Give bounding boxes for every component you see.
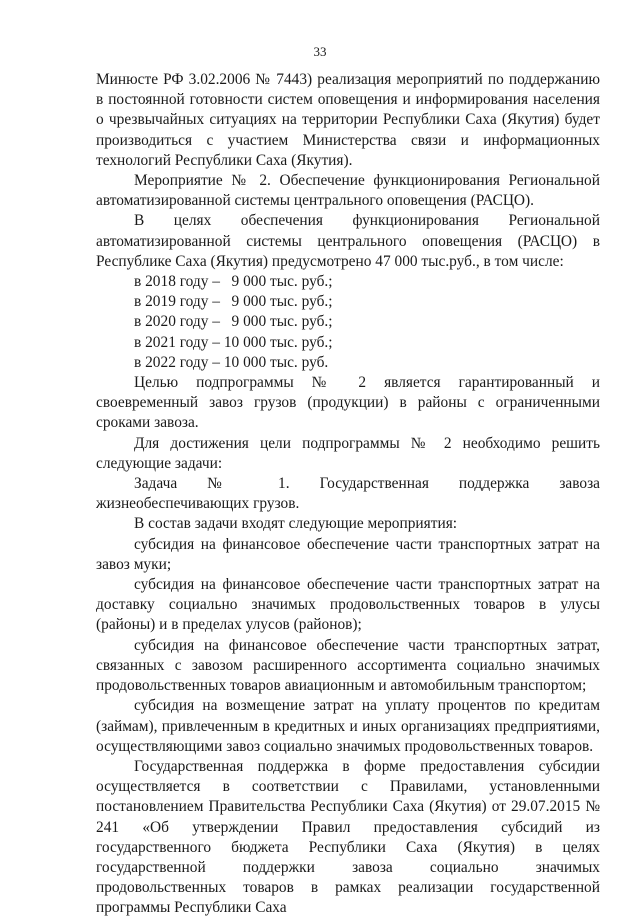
budget-line-2018: в 2018 году – 9 000 тыс. руб.; [134, 273, 333, 291]
document-body [96, 70, 600, 919]
paragraph-subsidy-flour: субсидия на финансовое обеспечение части транспортных затрат на завоз муки; [96, 535, 600, 573]
paragraph-subprogram-2-tasks: Для достижения цели подпрограммы № 2 необходимо решить следующие задачи: [96, 434, 600, 472]
paragraph-rsco-readiness: Минюсте РФ 3.02.2006 № 7443) реализация мероприятий по поддержанию в постоянной готовности систем оповещения и информирования населения о чрезвычайных ситуациях на территории Республики Саха (Якутия) будет производиться с участием Министерства связи и информационных технологий Республики Саха (Якутия). [96, 71, 600, 169]
budget-line-2020: в 2020 году – 9 000 тыс. руб.; [134, 313, 333, 331]
paragraph-subsidy-credit-interest: субсидия на возмещение затрат на уплату процентов по кредитам (займам), привлеченным в кредитных и иных организациях предприятиями, осуществляющими завоз социально значимых продовольственных товаров. [96, 697, 600, 755]
budget-line-2019: в 2019 году – 9 000 тыс. руб.; [134, 293, 333, 311]
paragraph-state-support-rules: Государственная поддержка в форме предоставления субсидии осуществляется в соответствии с Правилами, установленными постановлением Правительства Республики Саха (Якутия) от 29.07.2015 № 241 «Об утверждении Правил предоставления субсидий из государственного бюджета Республики Саха (Якутия) в целях государственной поддержки завоза социально значимых продовольственных товаров в рамках реализации государственной программы Республики Саха [96, 757, 600, 917]
paragraph-rasco-funding: В целях обеспечения функционирования Региональной автоматизированной системы центрального оповещения (РАСЦО) в Республике Саха (Якутия) предусмотрено 47 000 тыс.руб., в том числе: [96, 212, 600, 270]
paragraph-measure-2-heading: Мероприятие № 2. Обеспечение функционирования Региональной автоматизированной системы центрального оповещения (РАСЦО). [96, 172, 600, 210]
paragraph-subprogram-2-goal: Целью подпрограммы № 2 является гарантированный и своевременный завоз грузов (продукции) в районы с ограниченными сроками завоза. [96, 374, 600, 432]
paragraph-subsidy-extended-assortment: субсидия на финансовое обеспечение части транспортных затрат, связанных с завозом расширенного ассортимента социально значимых продовольственных товаров авиационным и автомобильным транспортом; [96, 636, 600, 695]
budget-line-2021: в 2021 году – 10 000 тыс. руб.; [134, 333, 333, 351]
paragraph-task-1: Задача № 1. Государственная поддержка завоза жизнеобеспечивающих грузов. [96, 475, 600, 513]
budget-line-2022: в 2022 году – 10 000 тыс. руб. [134, 353, 329, 371]
page-number: 33 [313, 44, 327, 59]
paragraph-subsidy-food-delivery: субсидия на финансовое обеспечение части транспортных затрат на доставку социально значимых продовольственных товаров в улусы (районы) и в пределах улусов (районов); [96, 576, 600, 634]
paragraph-task-measures-intro: В состав задачи входят следующие мероприятия: [134, 515, 458, 533]
